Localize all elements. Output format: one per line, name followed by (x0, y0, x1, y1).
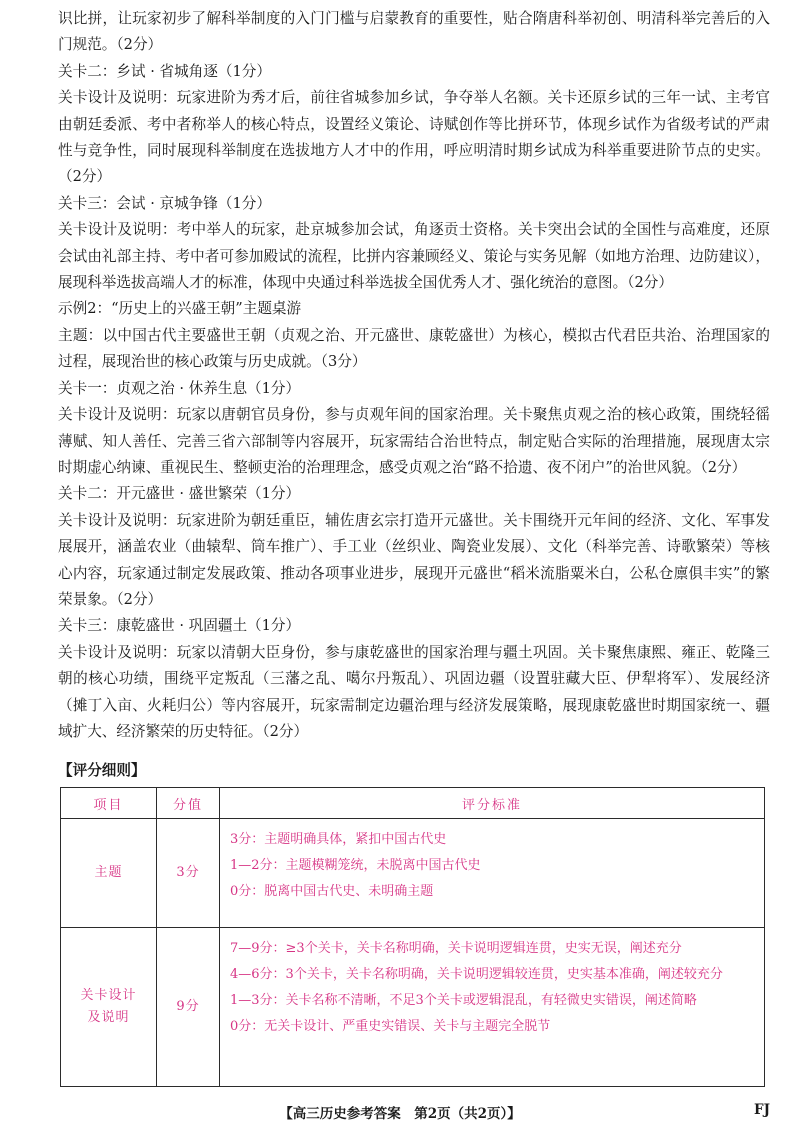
dynasty-level-2-title: 关卡二：开元盛世 · 盛世繁荣（1分） (58, 485, 301, 503)
criteria-line: 0分：无关卡设计、严重史实错误、关卡与主题完全脱节 (230, 1019, 551, 1034)
answer-body (58, 6, 770, 745)
grading-table (60, 787, 765, 1087)
page-footer (0, 1102, 800, 1126)
footer-region-code: FJ (754, 1102, 770, 1118)
row-item-levels (61, 928, 157, 1087)
dynasty-level-3-title: 关卡三：康乾盛世 · 巩固疆土（1分） (58, 617, 301, 635)
dynasty-level-1-title: 关卡一：贞观之治 · 休养生息（1分） (58, 379, 301, 397)
criteria-line: 4—6分：3个关卡，关卡名称明确，关卡说明逻辑较连贯，史实基本准确，阐述较充分 (230, 967, 723, 982)
criteria-line: 1—2分：主题模糊笼统，未脱离中国古代史 (230, 858, 481, 873)
grading-rules-heading: 【评分细则】 (58, 762, 146, 779)
row-score-levels: 9分 (157, 928, 220, 1087)
example-2-heading: 示例2：“历史上的兴盛王朝”主题桌游 (58, 300, 302, 318)
grading-table-header-row (61, 788, 765, 819)
row-criteria-theme (220, 819, 765, 928)
table-row (61, 819, 765, 928)
header-item: 项目 (61, 788, 157, 819)
row-item-theme: 主题 (61, 819, 157, 928)
criteria-line: 3分：主题明确具体，紧扣中国古代史 (230, 832, 447, 847)
row-item-levels-label: 关卡设计及说明 (80, 988, 137, 1025)
row-criteria-levels (220, 928, 765, 1087)
row-score-theme: 3分 (157, 819, 220, 928)
header-score: 分值 (157, 788, 220, 819)
exam-level-1-description-end: 识比拼，让玩家初步了解科举制度的入门门槛与启蒙教育的重要性，贴合隋唐科举初创、明清科举完善后的入门规范。（2分） (58, 10, 770, 54)
header-criteria: 评分标准 (220, 788, 765, 819)
exam-level-2-title: 关卡二：乡试 · 省城角逐（1分） (58, 62, 271, 80)
footer-page-info: 【高三历史参考答案 第2页（共2页）】 (279, 1106, 521, 1122)
dynasty-level-3-description: 关卡设计及说明：玩家以清朝大臣身份，参与康乾盛世的国家治理与疆土巩固。关卡聚焦康熙、雍正、乾隆三朝的核心功绩，围绕平定叛乱（三藩之乱、噶尔丹叛乱）、巩固边疆（设置驻藏大臣、伊犁将军）、发展经济（摊丁入亩、火耗归公）等内容展开，玩家需制定边疆治理与经济发展策略，展现康乾盛世时期国家统一、疆域扩大、经济繁荣的历史特征。（2分） (58, 643, 770, 740)
exam-level-3-description: 关卡设计及说明：考中举人的玩家，赴京城参加会试，角逐贡士资格。关卡突出会试的全国性与高难度，还原会试由礼部主持、考中者可参加殿试的流程，比拼内容兼顾经义、策论与实务见解（如地方治理、边防建议），展现科举选拔高端人才的标准，体现中央通过科举选拔全国优秀人才、强化统治的意图。（2分） (58, 221, 770, 292)
exam-level-2-description: 关卡设计及说明：玩家进阶为秀才后，前往省城参加乡试，争夺举人名额。关卡还原乡试的三年一试、主考官由朝廷委派、考中者称举人的核心特点，设置经义策论、诗赋创作等比拼环节，体现乡试作为省级考试的严肃性与竞争性，同时展现科举制度在选拔地方人才中的作用，呼应明清时期乡试成为科举重要进阶节点的史实。（2分） (58, 89, 770, 186)
criteria-line: 7—9分：≥3个关卡，关卡名称明确，关卡说明逻辑连贯，史实无误，阐述充分 (230, 941, 682, 956)
dynasty-level-2-description: 关卡设计及说明：玩家进阶为朝廷重臣，辅佐唐玄宗打造开元盛世。关卡围绕开元年间的经济、文化、军事发展展开，涵盖农业（曲辕犁、筒车推广）、手工业（丝织业、陶瓷业发展）、文化（科举完善、诗歌繁荣）等核心内容，玩家通过制定发展政策、推动各项事业进步，展现开元盛世“稻米流脂粟米白，公私仓廪俱丰实”的繁荣景象。（2分） (58, 511, 770, 608)
exam-level-3-title: 关卡三：会试 · 京城争锋（1分） (58, 194, 271, 212)
criteria-line: 0分：脱离中国古代史、未明确主题 (230, 884, 434, 899)
example-2-theme: 主题：以中国古代主要盛世王朝（贞观之治、开元盛世、康乾盛世）为核心，模拟古代君臣共治、治理国家的过程，展现治世的核心政策与历史成就。（3分） (58, 326, 770, 371)
criteria-line: 1—3分：关卡名称不清晰，不足3个关卡或逻辑混乱，有轻微史实错误，阐述简略 (230, 993, 697, 1008)
table-row (61, 928, 765, 1087)
dynasty-level-1-description: 关卡设计及说明：玩家以唐朝官员身份，参与贞观年间的国家治理。关卡聚焦贞观之治的核心政策，围绕轻徭薄赋、知人善任、完善三省六部制等内容展开，玩家需结合治世特点，制定贴合实际的治理措施，展现唐太宗时期虚心纳谏、重视民生、整顿吏治的治理理念，感受贞观之治“路不拾遗、夜不闭户”的治世风貌。（2分） (58, 406, 770, 476)
